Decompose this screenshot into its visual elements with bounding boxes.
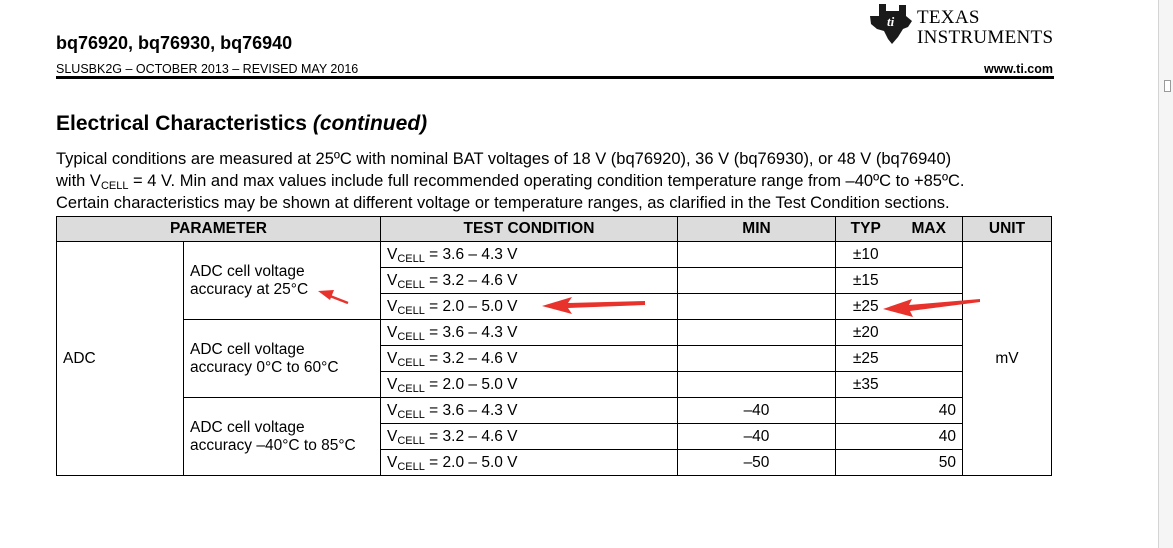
- test-condition: $V_{CELL} = 3.2 - 4.6$ V: [381, 268, 678, 294]
- subgroup-minus40c-to-85c: ADC cell voltage accuracy –40°C to 85°C: [184, 398, 381, 476]
- max-value: 50: [896, 450, 963, 476]
- annotation-arrow-condition: [542, 297, 645, 314]
- annotation-arrow-typ: [883, 299, 980, 317]
- header-parameter: PARAMETER: [57, 217, 381, 242]
- annotation-arrow-label: [318, 290, 348, 303]
- logo-text-texas: TEXAS: [917, 7, 980, 28]
- header-test-condition: TEST CONDITION: [381, 217, 678, 242]
- svg-text:ti: ti: [887, 14, 895, 29]
- typ-value: ±25: [836, 346, 896, 372]
- section-title-suffix: (continued): [312, 112, 428, 135]
- header-typ: TYP: [836, 217, 896, 242]
- intro-line-1: Typical conditions are measured at 25ºC with nominal BAT voltages of 18 V (bq76920), 36 V (bq76930), or 48 V (bq76940): [56, 150, 952, 168]
- min-value: –40: [678, 424, 836, 450]
- header-max: MAX: [896, 217, 963, 242]
- typ-value: ±25: [836, 294, 896, 320]
- test-condition: $V_{CELL} = 3.2 - 4.6$ V: [381, 424, 678, 450]
- unit-mv: mV: [963, 242, 1052, 476]
- min-value: –50: [678, 450, 836, 476]
- min-value: –40: [678, 398, 836, 424]
- subgroup-0c-to-60c: ADC cell voltage accuracy 0°C to 60°C: [184, 320, 381, 398]
- test-condition: $V_{CELL} = 2.0 - 5.0$ V: [381, 294, 678, 320]
- intro-line-2: with $V_{CELL} = 4$ V. Min and max values include full recommended operating condition temperature range from –40ºC to +85ºC.: [56, 172, 965, 192]
- test-condition: $V_{CELL} = 3.6 - 4.3$ V: [381, 398, 678, 424]
- website-link[interactable]: www.ti.com: [984, 62, 1053, 76]
- subgroup-25c: ADC cell voltage accuracy at 25°C: [184, 242, 381, 320]
- header-unit: UNIT: [963, 217, 1052, 242]
- typ-value: ±10: [836, 242, 896, 268]
- part-numbers-title: bq76920, bq76930, bq76940: [56, 33, 293, 53]
- test-condition: $V_{CELL} = 2.0 - 5.0$ V: [381, 450, 678, 476]
- max-value: 40: [896, 424, 963, 450]
- section-title-text: Electrical Characteristics: [56, 112, 307, 135]
- test-condition: $V_{CELL} = 3.6 - 4.3$ V: [381, 242, 678, 268]
- test-condition: $V_{CELL} = 3.2 - 4.6$ V: [381, 346, 678, 372]
- typ-value: ±15: [836, 268, 896, 294]
- typ-value: ±20: [836, 320, 896, 346]
- group-adc: ADC: [57, 242, 184, 476]
- logo-text-instruments: INSTRUMENTS: [917, 27, 1054, 48]
- header-min: MIN: [678, 217, 836, 242]
- intro-line-3: Certain characteristics may be shown at different voltage or temperature ranges, as clarified in the Test Condition sections.: [56, 194, 950, 212]
- test-condition: $V_{CELL} = 2.0 - 5.0$ V: [381, 372, 678, 398]
- max-value: 40: [896, 398, 963, 424]
- document-id: SLUSBK2G – OCTOBER 2013 – REVISED MAY 2016: [56, 62, 359, 76]
- test-condition: $V_{CELL} = 3.6 - 4.3$ V: [381, 320, 678, 346]
- typ-value: ±35: [836, 372, 896, 398]
